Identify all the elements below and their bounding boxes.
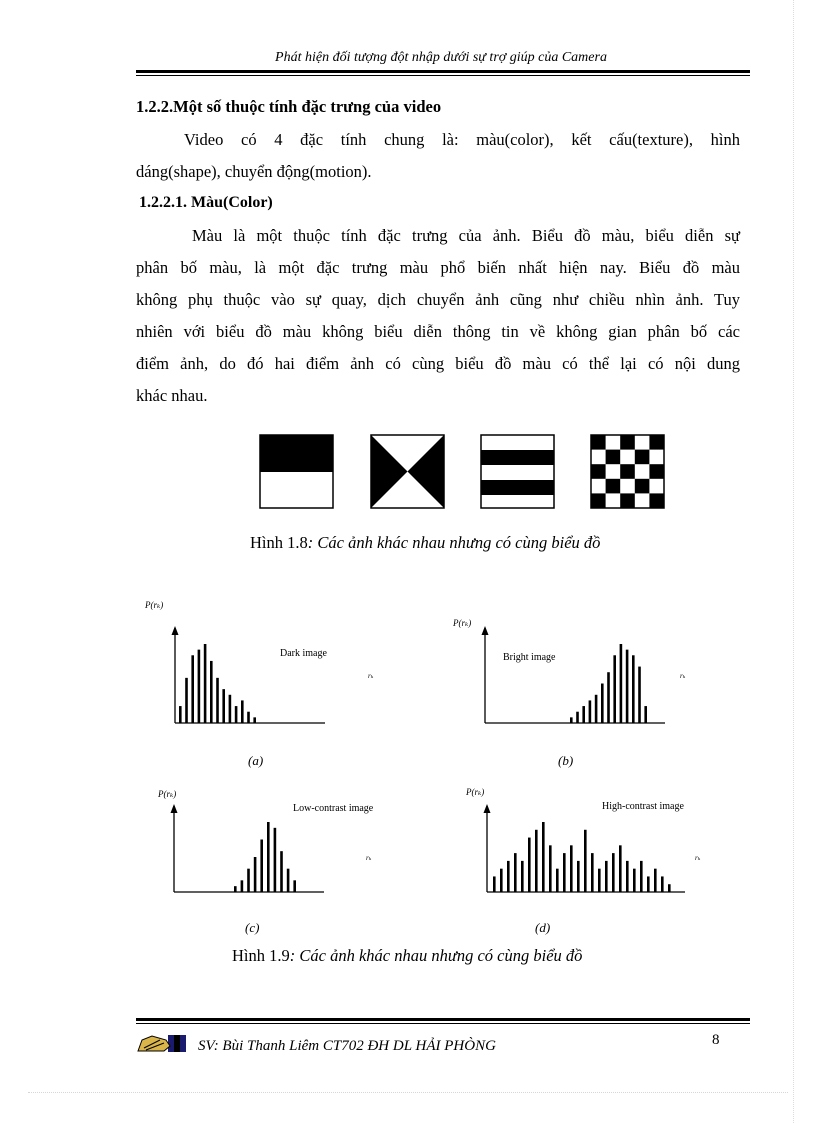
figure-1-9-histograms <box>140 590 720 935</box>
hist-xlabel: rₖ <box>368 672 374 680</box>
hist-sublabel: (c) <box>245 920 260 935</box>
hist-bar <box>607 672 610 723</box>
para-line-2: phân bố màu, là một đặc trưng màu phổ biến nhất hiện nay. Biểu đồ màu <box>136 258 740 277</box>
hist-bar <box>191 655 194 723</box>
hist-title: High-contrast image <box>602 801 684 812</box>
intro-line-2: dáng(shape), chuyển động(motion). <box>136 162 372 181</box>
hist-bar <box>260 840 263 893</box>
hist-bar <box>668 884 671 892</box>
hist-bar <box>591 853 594 892</box>
footer-author: SV: Bùi Thanh Liêm CT702 ĐH DL HẢI PHÒNG <box>198 1038 496 1054</box>
para-line-1 <box>136 220 740 252</box>
hist-bar <box>287 869 290 892</box>
hist-bar <box>267 822 270 892</box>
hist-bar <box>493 876 496 892</box>
checker-square <box>606 450 621 465</box>
checker-square <box>620 464 635 479</box>
checker-square <box>649 435 664 450</box>
hist-bar <box>247 869 250 892</box>
hist-bar <box>535 830 538 892</box>
hist-ylabel: P(rₖ) <box>158 789 177 799</box>
pattern-half-image <box>260 435 333 508</box>
intro-line-1-text: Video có 4 đặc tính chung là: màu(color), kết cấu(texture), hình <box>184 130 740 149</box>
hist-bar <box>549 845 552 892</box>
figure-1-9-caption <box>232 946 582 966</box>
hist-bar <box>619 845 622 892</box>
hist-y-arrow <box>482 626 489 635</box>
hist-bar <box>247 712 250 723</box>
hist-xlabel: rₖ <box>366 854 372 862</box>
hist-bar <box>640 861 643 892</box>
hist-y-arrow <box>484 804 491 813</box>
hist-bar <box>229 695 232 723</box>
hist-bar <box>584 830 587 892</box>
hist-ylabel: P(rₖ) <box>453 618 472 628</box>
hist-bar <box>222 689 225 723</box>
writing-hand-icon <box>136 1034 188 1054</box>
running-header: Phát hiện đối tượng đột nhập dưới sự trợ giúp của Camera <box>275 50 607 65</box>
checker-square <box>591 464 606 479</box>
pattern-stripes-image <box>481 435 554 508</box>
hist-bar <box>293 880 296 892</box>
section-heading: 1.2.2.Một số thuộc tính đặc trưng của video <box>136 97 442 116</box>
hist-bar <box>528 838 531 892</box>
hist-bar <box>241 700 244 723</box>
hist-bar <box>185 678 188 723</box>
checker-square <box>620 493 635 508</box>
hist-bar <box>563 853 566 892</box>
hist-bar <box>644 706 647 723</box>
hist-bar <box>570 717 573 723</box>
checker-square <box>591 493 606 508</box>
hist-bar <box>500 869 503 892</box>
checker-square <box>649 464 664 479</box>
hist-y-arrow <box>172 626 179 635</box>
checker-square <box>649 493 664 508</box>
checker-square <box>591 435 606 450</box>
figure-1-8-text: : Các ảnh khác nhau nhưng có cùng biểu đồ <box>307 533 601 552</box>
hist-title: Dark image <box>280 648 327 659</box>
checker-square <box>606 479 621 494</box>
hist-sublabel: (a) <box>248 753 264 768</box>
hist-bar <box>582 706 585 723</box>
hist-bar <box>274 828 277 892</box>
page-edge-dotted-vertical <box>793 0 794 1123</box>
hist-bar <box>576 712 579 723</box>
header-rule-thick <box>136 70 750 73</box>
hist-bar <box>605 861 608 892</box>
hist-bar <box>521 861 524 892</box>
hist-sublabel: (b) <box>558 753 574 768</box>
page-number: 8 <box>712 1032 720 1048</box>
hist-bar <box>556 869 559 892</box>
hist-y-arrow <box>171 804 178 813</box>
footer-rule-thick <box>136 1018 750 1021</box>
hist-bar <box>235 706 238 723</box>
hist-bar <box>647 876 650 892</box>
hist-bar <box>514 853 517 892</box>
figure-1-8-caption <box>250 533 600 553</box>
hist-title: Low-contrast image <box>293 803 374 814</box>
footer-rule-thin <box>136 1023 750 1024</box>
hist-bar <box>661 876 664 892</box>
pattern-checker-image <box>591 435 664 508</box>
page-edge-dotted <box>28 1092 788 1093</box>
hist-bar <box>626 650 629 723</box>
para-line-6: khác nhau. <box>136 386 208 405</box>
hist-xlabel: rₖ <box>680 672 686 680</box>
hist-bar <box>216 678 219 723</box>
hist-bar <box>589 700 592 723</box>
checker-square <box>635 479 650 494</box>
hist-bar <box>234 886 237 892</box>
para-line-1-text: Màu là một thuộc tính đặc trưng của ảnh. Biểu đồ màu, biểu diễn sự <box>192 226 740 245</box>
hist-bar <box>613 655 616 723</box>
hist-bar <box>626 861 629 892</box>
hist-bar <box>179 706 182 723</box>
figure-1-8-label: Hình 1.8 <box>250 533 308 552</box>
hist-bar <box>620 644 623 723</box>
hist-bar <box>542 822 545 892</box>
hist-bar <box>638 667 641 723</box>
hist-bar <box>633 869 636 892</box>
hist-bar <box>253 717 256 723</box>
subsection-heading: 1.2.2.1. Màu(Color) <box>139 194 273 211</box>
hist-sublabel: (d) <box>535 920 551 935</box>
figure-1-9-text: : Các ảnh khác nhau nhưng có cùng biểu đồ <box>289 946 583 965</box>
hist-bar <box>595 695 598 723</box>
hist-xlabel: rₖ <box>695 854 701 862</box>
para-line-4: nhiên với biểu đồ màu không biểu diễn thông tin về không gian phân bố các <box>136 322 740 341</box>
figure-1-8-images <box>255 430 675 515</box>
hist-title: Bright image <box>503 652 556 663</box>
checker-square <box>635 450 650 465</box>
hist-bar <box>570 845 573 892</box>
hist-bar <box>612 853 615 892</box>
hist-bar <box>632 655 635 723</box>
intro-line-1 <box>136 124 740 156</box>
hist-bar <box>577 861 580 892</box>
hist-bar <box>654 869 657 892</box>
hist-bar <box>507 861 510 892</box>
header-rule-thin <box>136 75 750 76</box>
hist-bar <box>241 880 244 892</box>
figure-1-9-label: Hình 1.9 <box>232 946 290 965</box>
hist-bar <box>280 851 283 892</box>
hist-bar <box>601 684 604 724</box>
pattern-bowtie-image <box>371 435 444 508</box>
hist-ylabel: P(rₖ) <box>466 787 485 797</box>
para-line-5: điểm ảnh, do đó hai điểm ảnh có cùng biểu đồ màu có thể lại có nội dung <box>136 354 740 373</box>
checker-square <box>620 435 635 450</box>
hist-bar <box>204 644 207 723</box>
hist-bar <box>198 650 201 723</box>
hist-ylabel: P(rₖ) <box>145 600 164 610</box>
hist-bar <box>254 857 257 892</box>
para-line-3: không phụ thuộc vào sự quay, dịch chuyển ảnh cũng như chiều nhìn ảnh. Tuy <box>136 290 740 309</box>
hist-bar <box>210 661 213 723</box>
hist-bar <box>598 869 601 892</box>
